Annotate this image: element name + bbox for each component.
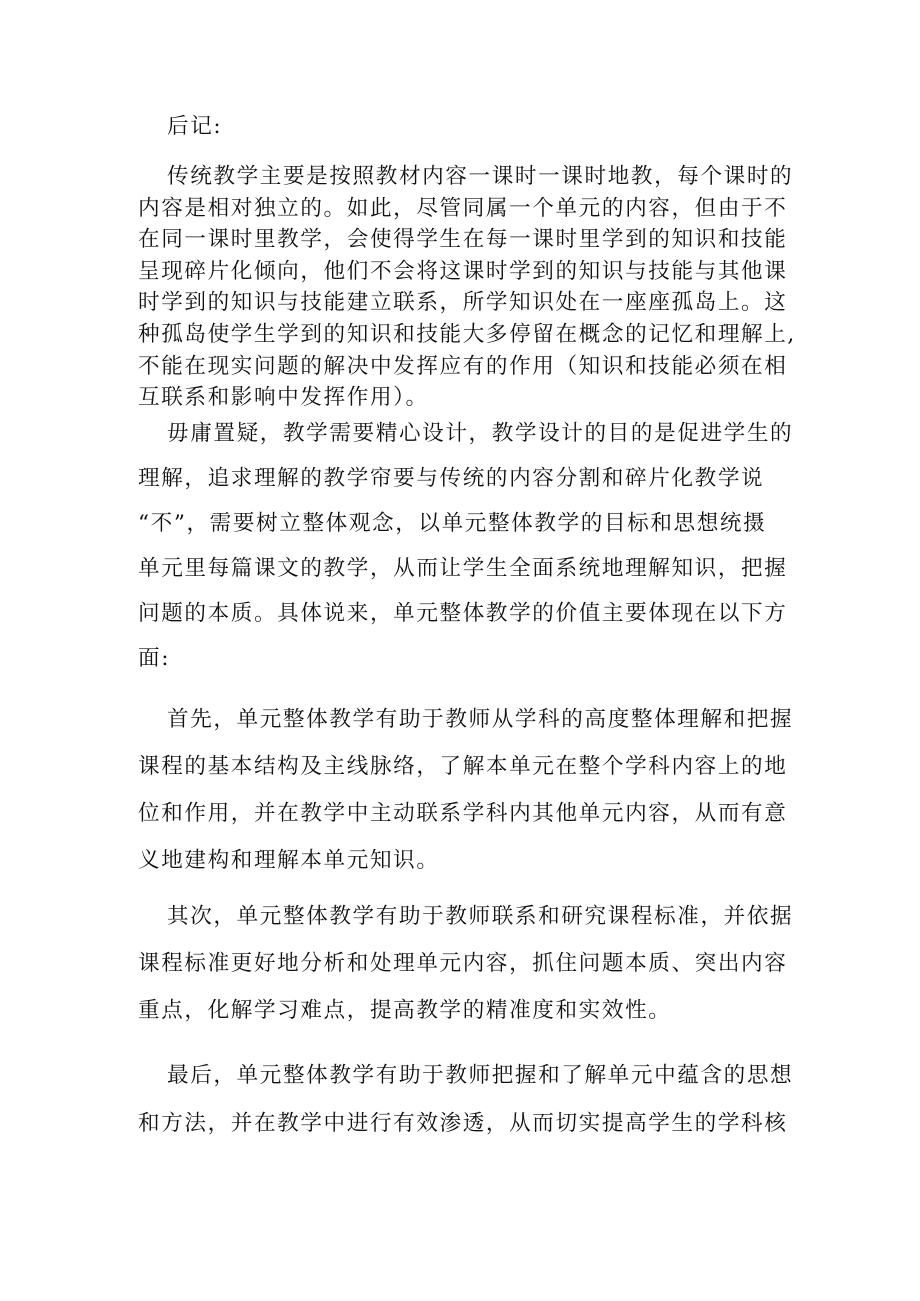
paragraph-line: 义地建构和理解本单元知识。	[138, 848, 440, 873]
paragraph-line: 内容是相对独立的。如此，尽管同属一个单元的内容，但由于不	[138, 195, 788, 221]
paragraph-line: 和方法，并在教学中进行有效渗透，从而切实提高学生的学科核	[138, 1111, 788, 1136]
paragraph-line: 互联系和影响中发挥作用）。	[138, 385, 429, 411]
paragraph-line: 理解，追求理解的教学帘要与传统的内容分割和碎片化教学说	[138, 466, 765, 491]
paragraph-line: 在同一课时里教学，会使得学生在每一课时里学到的知识和技能	[138, 227, 788, 253]
paragraph-line: 不能在现实问题的解决中发挥应有的作用（知识和技能必须在相	[138, 353, 788, 379]
paragraph-last-point	[138, 1052, 792, 1148]
paragraph-first-point	[138, 696, 792, 884]
paragraph-line: 问题的本质。具体说来，单元整体教学的价值主要体现在以下方	[138, 601, 788, 626]
paragraph-design-purpose	[138, 411, 792, 681]
paragraph-line: 其次，单元整体教学有助于教师联系和研究课程标准，并依据	[167, 904, 794, 929]
heading-line: 后记:	[167, 114, 223, 139]
paragraph-line: 重点，化解学习难点，提高教学的精准度和实效性。	[138, 998, 672, 1023]
paragraph-line: 呈现碎片化倾向，他们不会将这课时学到的知识与技能与其他课	[138, 258, 788, 284]
paragraph-second-point	[138, 893, 792, 1034]
paragraph-traditional-teaching	[138, 161, 796, 414]
paragraph-line: 传统教学主要是按照教材内容一课时一课时地教，每个课时的	[167, 164, 794, 189]
paragraph-line: 毋庸置疑，教学需要精心设计，教学设计的目的是促进学生的	[167, 421, 794, 446]
paragraph-line: 面:	[138, 646, 171, 671]
paragraph-line: 种孤岛使学生学到的知识和技能大多停留在概念的记忆和理解上,	[138, 321, 796, 347]
paragraph-line: 课程标准更好地分析和处理单元内容，抓住问题本质、突出内容	[138, 951, 788, 976]
paragraph-line: 最后，单元整体教学有助于教师把握和了解单元中蕴含的思想	[167, 1063, 794, 1088]
paragraph-line: 时学到的知识与技能建立联系，所学知识处在一座座孤岛上。这	[138, 290, 788, 316]
afterword-heading	[138, 110, 792, 144]
paragraph-line: 单元里每篇课文的教学，从而让学生全面系统地理解知识，把握	[138, 556, 788, 581]
paragraph-line: 位和作用，并在教学中主动联系学科内其他单元内容，从而有意	[138, 801, 788, 826]
paragraph-line: “不”，需要树立整体观念，以单元整体教学的目标和思想统摄	[138, 511, 767, 536]
paragraph-line: 首先，单元整体教学有助于教师从学科的高度整体理解和把握	[167, 707, 794, 732]
paragraph-line: 课程的基本结构及主线脉络，了解本单元在整个学科内容上的地	[138, 754, 788, 779]
